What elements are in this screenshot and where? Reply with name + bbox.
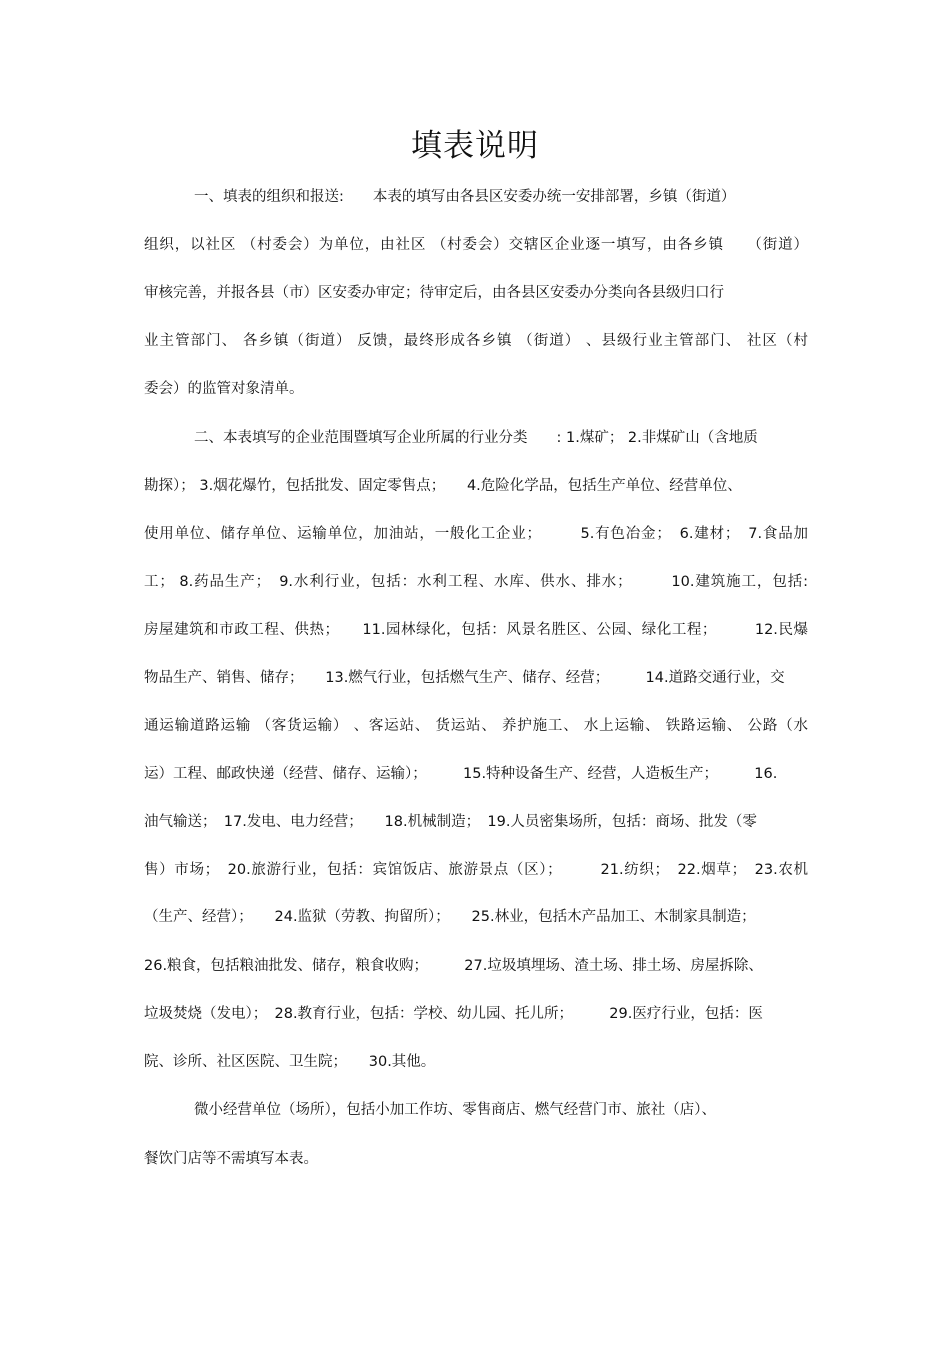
paragraph-line: （生产、经营）； 24.监狱（劳教、拘留所）； 25.林业，包括木产品加工、木制家具制造； — [144, 909, 756, 925]
paragraph-line: 26.粮食，包括粮油批发、储存，粮食收购； 27.垃圾填埋场、渣土场、排土场、房屋拆除、 — [144, 958, 763, 974]
paragraph-line: 餐饮门店等不需填写本表。 — [144, 1151, 318, 1167]
paragraph-line: 二、本表填写的企业范围暨填写企业所属的行业分类 : 1.煤矿； 2.非煤矿山（含地质 — [194, 430, 758, 446]
paragraph-line: 房屋建筑和市政工程、供热； 11.园林绿化，包括：风景名胜区、公园、绿化工程； 12.民爆 — [144, 622, 808, 638]
paragraph-line: 使用单位、储存单位、运输单位，加油站，一般化工企业； 5.有色冶金； 6.建材； 7.食品加 — [144, 526, 808, 542]
paragraph-line: 业主管部门、 各乡镇（街道） 反馈，最终形成各乡镇 （街道） 、县级行业主管部门、 社区（村 — [144, 333, 808, 349]
paragraph-line: 一、填表的组织和报送: 本表的填写由各县区安委办统一安排部署，乡镇（街道） — [194, 189, 736, 205]
paragraph-line: 工； 8.药品生产； 9.水利行业，包括：水利工程、水库、供水、排水； 10.建筑施工，包括: — [144, 574, 808, 590]
paragraph-line: 勘探）； 3.烟花爆竹，包括批发、固定零售点； 4.危险化学品，包括生产单位、经营单位、 — [144, 478, 742, 494]
page-title: 填表说明 — [411, 128, 539, 164]
paragraph-line: 委会）的监管对象清单。 — [144, 381, 304, 397]
paragraph-line: 垃圾焚烧（发电）； 28.教育行业，包括：学校、幼儿园、托儿所； 29.医疗行业，包括：医 — [144, 1006, 763, 1022]
paragraph-line: 售）市场； 20.旅游行业，包括：宾馆饭店、旅游景点（区）； 21.纺织； 22.烟草； 23.农机 — [144, 862, 808, 878]
paragraph-line: 组织，以社区 （村委会）为单位，由社区 （村委会）交辖区企业逐一填写，由各乡镇 （街道） — [144, 237, 808, 253]
paragraph-line: 物品生产、销售、储存； 13.燃气行业，包括燃气生产、储存、经营； 14.道路交通行业，交 — [144, 670, 785, 686]
paragraph-line: 通运输道路运输 （客货运输） 、客运站、 货运站、 养护施工、 水上运输、 铁路运输、 公路（水 — [144, 718, 808, 734]
paragraph-line: 院、诊所、社区医院、卫生院； 30.其他。 — [144, 1054, 436, 1070]
paragraph-line: 微小经营单位（场所），包括小加工作坊、零售商店、燃气经营门市、旅社（店）、 — [194, 1102, 716, 1118]
paragraph-line: 审核完善，并报各县（市）区安委办审定；待审定后，由各县区安委办分类向各县级归口行 — [144, 285, 724, 301]
paragraph-line: 运）工程、邮政快递（经营、储存、运输）； 15.特种设备生产、经营，人造板生产； 16. — [144, 766, 778, 782]
paragraph-line: 油气输送； 17.发电、电力经营； 18.机械制造； 19.人员密集场所，包括：商场、批发（零 — [144, 814, 757, 830]
